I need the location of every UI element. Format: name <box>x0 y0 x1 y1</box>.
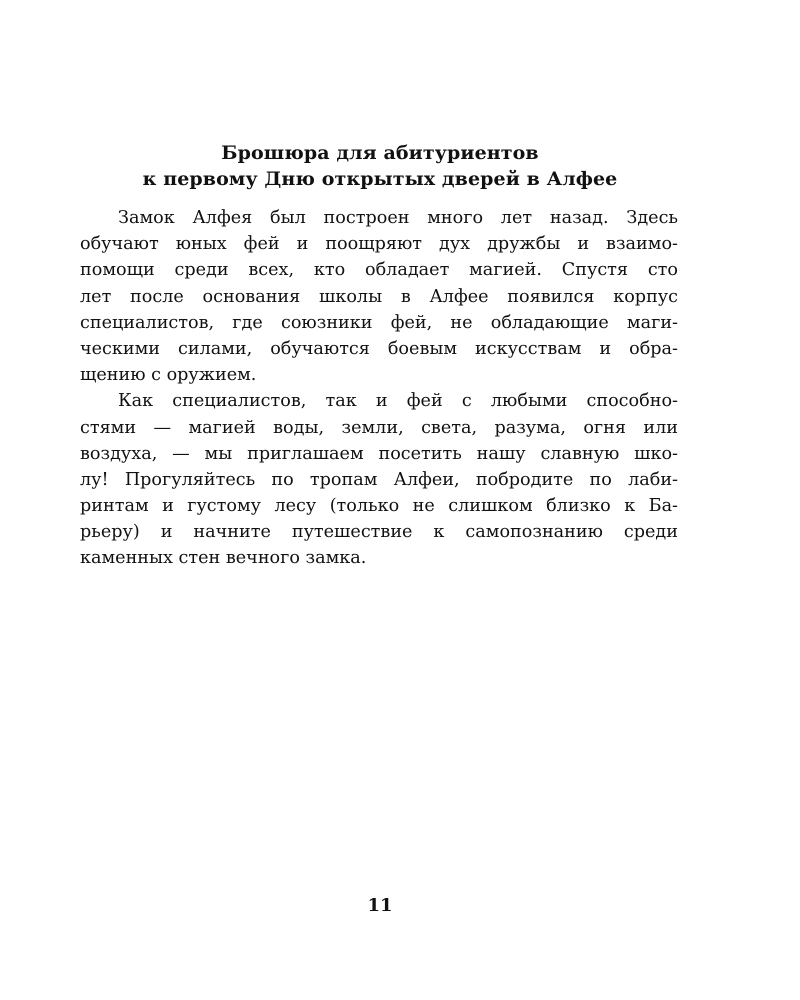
text-line: лу! Прогуляйтесь по тропам Алфеи, побродите по лаби- <box>80 469 678 490</box>
paragraph-2 <box>80 388 678 571</box>
heading-line-2: к первому Дню открытых дверей в Алфее <box>142 168 618 190</box>
paragraph-1 <box>80 205 678 388</box>
text-line: рьеру) и начните путешествие к самопознанию среди <box>80 522 678 543</box>
body-text <box>80 205 678 572</box>
text-line: Замок Алфея был построен много лет назад. Здесь <box>118 208 678 228</box>
chapter-heading <box>80 140 680 192</box>
text-line: Как специалистов, так и фей с любыми способно- <box>118 391 678 412</box>
text-line: каменных стен вечного замка. <box>80 548 367 569</box>
text-line: специалистов, где союзники фей, не обладающие маги- <box>80 312 678 333</box>
heading-line-1: Брошюра для абитуриентов <box>221 142 539 164</box>
text-line: помощи среди всех, кто обладает магией. Спустя сто <box>80 260 678 281</box>
text-line: стями — магией воды, земли, света, разума, огня или <box>80 417 678 438</box>
text-line: обучают юных фей и поощряют дух дружбы и взаимо- <box>80 234 678 255</box>
text-line: ринтам и густому лесу (только не слишком близко к Ба- <box>80 496 678 517</box>
text-line: лет после основания школы в Алфее появился корпус <box>80 286 678 307</box>
text-line: воздуха, — мы приглашаем посетить нашу славную шко- <box>80 443 678 464</box>
text-line: ческими силами, обучаются боевым искусствам и обра- <box>80 338 678 359</box>
page-number: 11 <box>367 895 393 916</box>
text-line: щению с оружием. <box>80 365 257 386</box>
